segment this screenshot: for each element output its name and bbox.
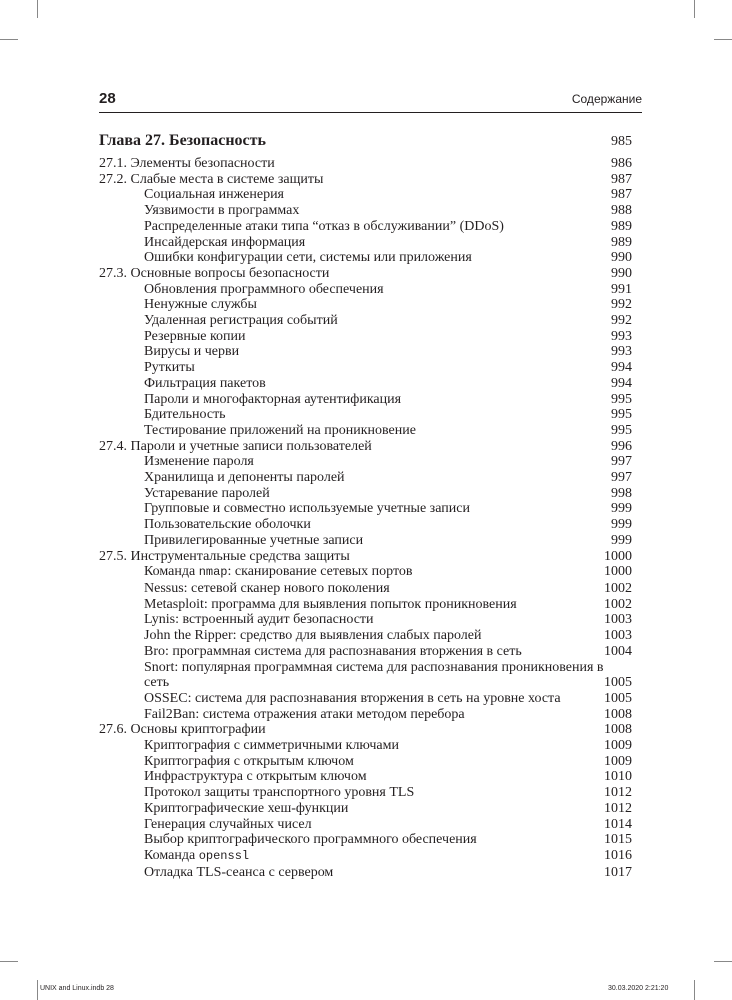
toc-subsection-entry [99, 517, 632, 533]
toc-entry-page: 994 [611, 375, 632, 391]
toc-entry-title: Fail2Ban: система отражения атаки методом перебора [144, 706, 465, 722]
toc-entry-title: Выбор криптографического программного обеспечения [144, 832, 477, 848]
toc-entry-page: 1005 [604, 690, 632, 706]
toc-entry-page: 990 [611, 250, 632, 266]
chapter-heading [99, 132, 632, 156]
toc-entry-title: 27.2. Слабые места в системе защиты [99, 171, 324, 187]
toc-entry-page: 987 [611, 187, 632, 203]
toc-entry-page: 993 [611, 328, 632, 344]
toc-subsection-entry [99, 187, 632, 203]
toc-subsection-entry [99, 360, 632, 376]
toc-entry-page: 987 [611, 171, 632, 187]
page-number: 28 [99, 90, 116, 107]
toc-subsection-entry [99, 581, 632, 597]
toc-entry-title: Ошибки конфигурации сети, системы или приложения [144, 250, 472, 266]
toc-entry-title: Устаревание паролей [144, 485, 270, 501]
toc-entry-title: 27.1. Элементы безопасности [99, 156, 275, 171]
footer-file: UNIX and Linux.indb 28 [40, 985, 114, 992]
toc-section-entry [99, 722, 632, 738]
toc-entry-title: Пароли и многофакторная аутентификация [144, 391, 402, 407]
toc-subsection-entry [99, 407, 632, 423]
toc-entries [99, 156, 632, 880]
toc-entry-page: 999 [611, 532, 632, 548]
toc-entry-title: Резервные копии [144, 328, 246, 344]
toc-subsection-entry [99, 219, 632, 235]
toc-entry-page: 1015 [604, 832, 632, 848]
toc-entry-title: Lynis: встроенный аудит безопасности [144, 612, 374, 628]
toc-section-entry [99, 439, 632, 455]
toc-subsection-entry [99, 612, 632, 628]
toc-entry-page: 995 [611, 391, 632, 407]
chapter-page: 985 [611, 134, 632, 149]
toc-entry-page: 992 [611, 297, 632, 313]
toc-entry-page: 986 [611, 156, 632, 171]
toc-entry-title: Привилегированные учетные записи [144, 532, 364, 548]
toc-entry-page: 1012 [604, 800, 632, 816]
toc-subsection-entry [99, 644, 632, 660]
toc-subsection-entry [99, 250, 632, 266]
toc-subsection-entry [99, 738, 632, 754]
toc-entry-page: 1014 [604, 816, 632, 832]
toc-entry-page: 999 [611, 517, 632, 533]
toc-entry-page: 1009 [604, 753, 632, 769]
toc-entry-page: 1000 [604, 548, 632, 564]
toc-section-entry [99, 549, 632, 565]
toc-entry-title: Руткиты [144, 360, 195, 376]
toc-entry-title: Snort: популярная программная система для распознавания проникновения в сеть [144, 659, 604, 691]
toc-subsection-entry [99, 660, 632, 691]
toc-entry-title: Уязвимости в программах [144, 203, 300, 219]
toc-entry-title: Фильтрация пакетов [144, 375, 266, 391]
toc-entry-page: 1016 [604, 847, 632, 863]
toc-entry-title: Групповые и совместно используемые учетные записи [144, 501, 470, 517]
toc-entry-title: Хранилища и депоненты паролей [144, 470, 345, 486]
toc-entry-page: 1002 [604, 596, 632, 612]
toc-entry-page: 990 [611, 265, 632, 281]
toc-subsection-entry [99, 691, 632, 707]
toc-subsection-entry [99, 235, 632, 251]
toc-entry-page: 992 [611, 313, 632, 329]
toc-subsection-entry [99, 376, 632, 392]
toc-entry-page: 995 [611, 407, 632, 423]
toc-entry-title: 27.6. Основы криптографии [99, 722, 266, 738]
toc-entry-title: Инфраструктура с открытым ключом [144, 769, 367, 785]
toc-subsection-entry [99, 486, 632, 502]
toc-entry-page: 1008 [604, 706, 632, 722]
toc-entry-title: Социальная инженерия [144, 187, 284, 203]
toc-entry-page: 997 [611, 470, 632, 486]
toc-subsection-entry [99, 785, 632, 801]
toc-entry-page: 1003 [604, 628, 632, 644]
toc-entry-title: Инсайдерская информация [144, 234, 306, 250]
toc-subsection-entry [99, 392, 632, 408]
toc-subsection-entry [99, 817, 632, 833]
crop-mark [37, 980, 38, 1000]
toc-subsection-entry [99, 313, 632, 329]
crop-mark [714, 961, 732, 962]
crop-mark [0, 39, 18, 40]
toc-entry-page: 1010 [604, 769, 632, 785]
toc-subsection-entry [99, 832, 632, 848]
toc-entry-title: Криптография с открытым ключом [144, 753, 354, 769]
toc-entry-page: 1003 [604, 612, 632, 628]
page-header [99, 90, 642, 112]
toc-entry-title: 27.5. Инструментальные средства защиты [99, 548, 350, 564]
toc-entry-title: Команда openssl [144, 847, 250, 863]
toc-section-entry [99, 172, 632, 188]
toc-entry-page: 1000 [604, 564, 632, 580]
toc-entry-title: Metasploit: программа для выявления попыток проникновения [144, 596, 517, 612]
toc-section-entry [99, 156, 632, 172]
toc-entry-title: Криптографические хеш-функции [144, 800, 349, 816]
toc-subsection-entry [99, 329, 632, 345]
toc-entry-page: 1017 [604, 864, 632, 880]
toc-entry-title: 27.3. Основные вопросы безопасности [99, 265, 330, 281]
toc-entry-page: 996 [611, 438, 632, 454]
toc-entry-title: Удаленная регистрация событий [144, 313, 338, 329]
toc-entry-title: Вирусы и черви [144, 344, 240, 360]
footer-date: 30.03.2020 2:21:20 [608, 985, 669, 992]
toc-entry-page: 989 [611, 234, 632, 250]
toc-subsection-entry [99, 282, 632, 298]
toc-subsection-entry [99, 628, 632, 644]
toc-entry-title: Распределенные атаки типа “отказ в обслуживании” (DDoS) [144, 218, 504, 234]
toc-entry-title: OSSEC: система для распознавания вторжения в сеть на уровне хоста [144, 690, 561, 706]
crop-mark [37, 0, 38, 18]
toc-entry-page: 995 [611, 422, 632, 438]
toc-subsection-entry [99, 801, 632, 817]
toc-entry-page: 993 [611, 344, 632, 360]
crop-mark [694, 980, 695, 1000]
toc-subsection-entry [99, 597, 632, 613]
toc-entry-page: 997 [611, 454, 632, 470]
toc-entry-page: 1009 [604, 738, 632, 754]
chapter-title: Глава 27. Безопасность [99, 132, 266, 149]
toc-entry-title: Криптография с симметричными ключами [144, 738, 399, 754]
toc-section-entry [99, 266, 632, 282]
toc-entry-page: 989 [611, 218, 632, 234]
crop-mark [714, 39, 732, 40]
crop-mark [694, 0, 695, 18]
toc-subsection-entry [99, 754, 632, 770]
toc-entry-page: 1004 [604, 643, 632, 659]
toc-subsection-entry [99, 533, 632, 549]
toc-entry-title: Nessus: сетевой сканер нового поколения [144, 580, 390, 596]
crop-mark [0, 961, 18, 962]
toc-entry-title: Пользовательские оболочки [144, 517, 311, 533]
toc-entry-title: Команда nmap: сканирование сетевых портов [144, 564, 413, 580]
toc-subsection-entry [99, 501, 632, 517]
toc-subsection-entry [99, 454, 632, 470]
toc-entry-title: Генерация случайных чисел [144, 816, 312, 832]
table-of-contents [99, 132, 632, 880]
toc-entry-title: Тестирование приложений на проникновение [144, 422, 416, 438]
toc-entry-page: 1012 [604, 785, 632, 801]
toc-entry-title: Бдительность [144, 407, 226, 423]
toc-entry-page: 998 [611, 485, 632, 501]
toc-subsection-entry [99, 865, 632, 881]
toc-entry-title: 27.4. Пароли и учетные записи пользователей [99, 438, 372, 454]
toc-subsection-entry [99, 470, 632, 486]
toc-entry-title: John the Ripper: средство для выявления слабых паролей [144, 628, 482, 644]
toc-entry-title: Отладка TLS-сеанса с сервером [144, 864, 334, 880]
toc-entry-title: Протокол защиты транспортного уровня TLS [144, 785, 415, 801]
running-title: Содержание [571, 92, 642, 106]
toc-entry-page: 999 [611, 501, 632, 517]
toc-entry-page: 991 [611, 281, 632, 297]
toc-subsection-entry [99, 344, 632, 360]
toc-entry-title: Обновления программного обеспечения [144, 281, 384, 297]
header-rule [99, 112, 642, 113]
toc-subsection-entry [99, 203, 632, 219]
toc-entry-title: Bro: программная система для распознавания вторжения в сеть [144, 643, 522, 659]
toc-subsection-entry [99, 423, 632, 439]
toc-entry-title: Ненужные службы [144, 297, 257, 313]
toc-entry-title: Изменение пароля [144, 454, 254, 470]
toc-subsection-entry [99, 564, 632, 581]
toc-entry-page: 988 [611, 203, 632, 219]
toc-subsection-entry [99, 297, 632, 313]
toc-subsection-entry [99, 848, 632, 865]
toc-subsection-entry [99, 769, 632, 785]
toc-entry-page: 1005 [604, 675, 632, 691]
toc-entry-page: 1008 [604, 722, 632, 738]
toc-entry-page: 1002 [604, 580, 632, 596]
toc-entry-page: 994 [611, 360, 632, 376]
toc-subsection-entry [99, 707, 632, 723]
